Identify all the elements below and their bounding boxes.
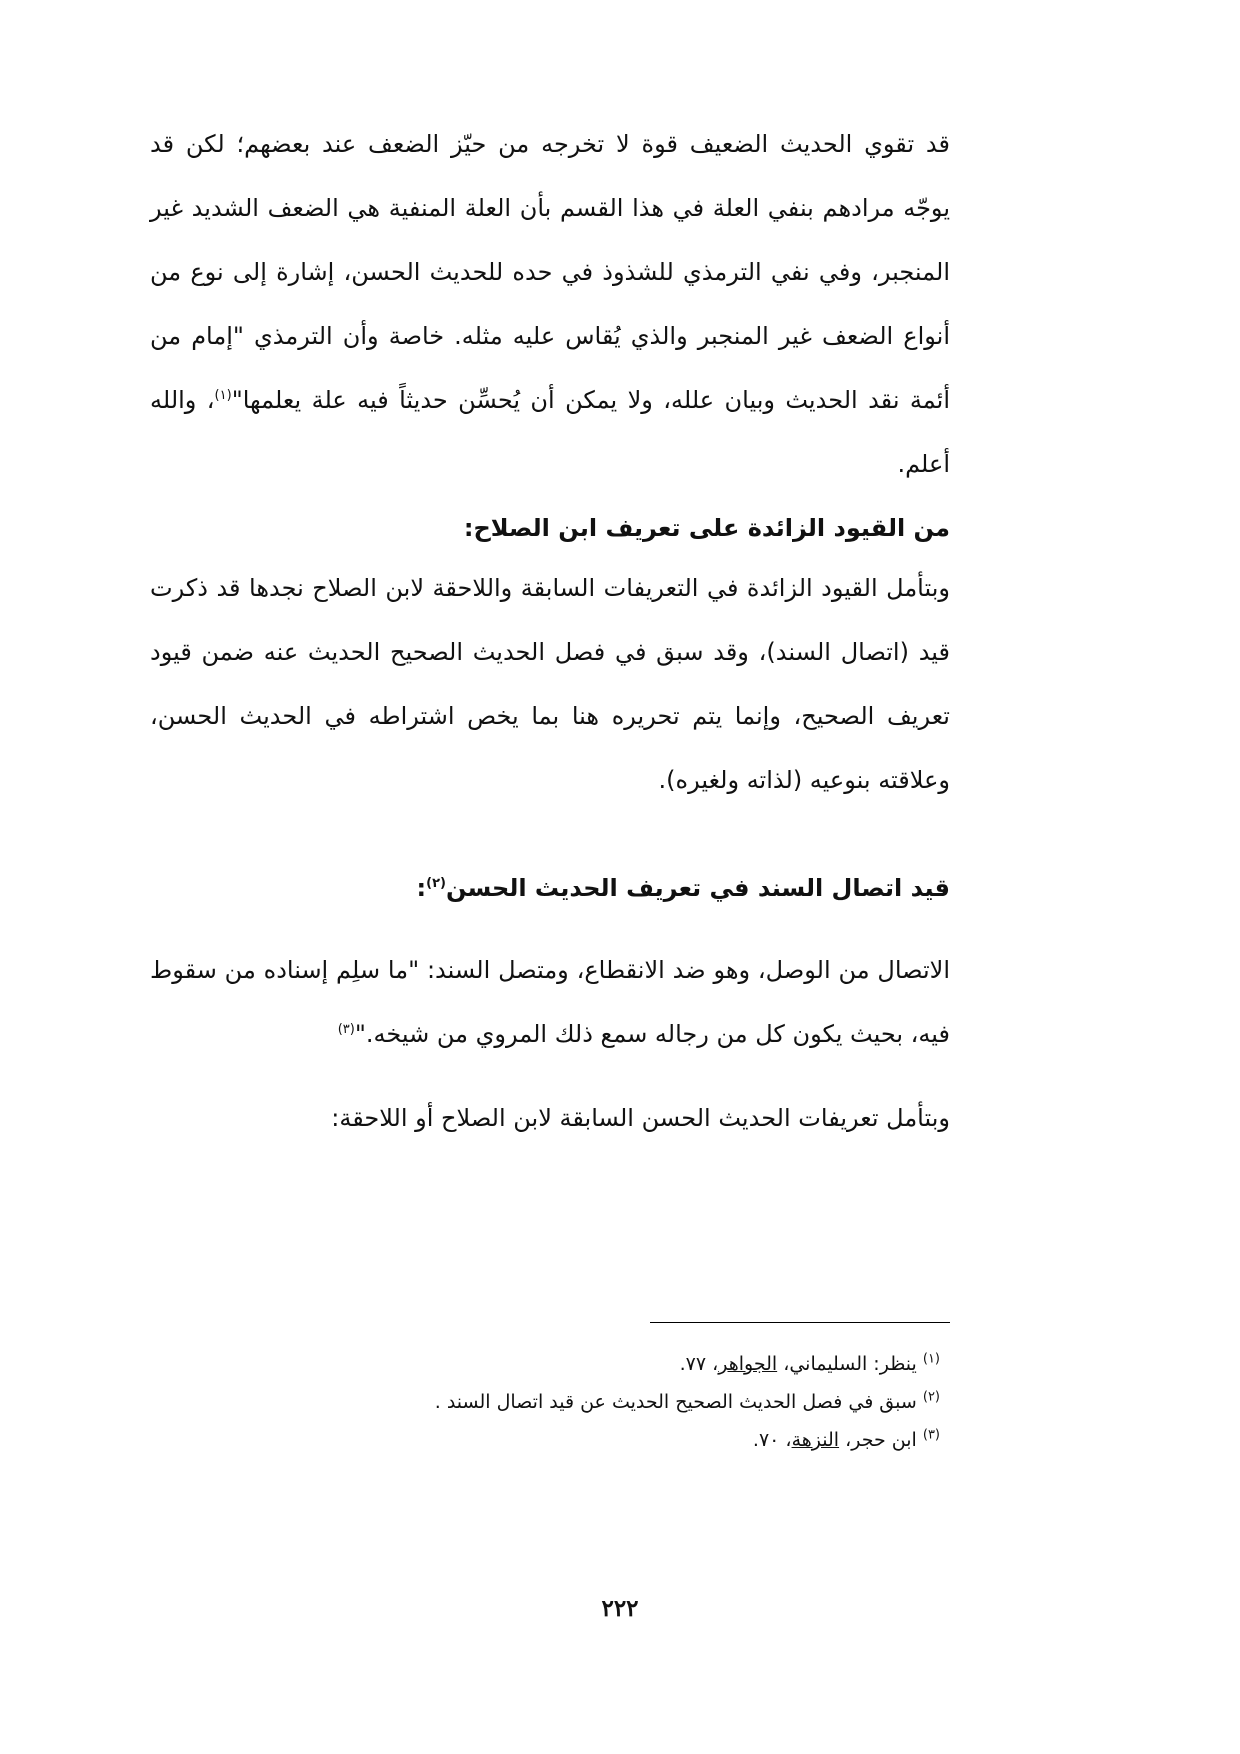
paragraph-3 bbox=[150, 938, 950, 1066]
heading-2-text: قيد اتصال السند في تعريف الحديث الحسن$^{(٢)}$: bbox=[416, 874, 950, 902]
footnote-separator bbox=[650, 1322, 950, 1323]
footnote-1: $^{(١)}$ ينظر: السليماني، الجواهر، ٧٧. bbox=[679, 1351, 940, 1375]
footnotes bbox=[140, 1346, 940, 1460]
paragraph-4 bbox=[150, 1086, 950, 1150]
paragraph-4-text: وبتأمل تعريفات الحديث الحسن السابقة لابن الصلاح أو اللاحقة: bbox=[331, 1104, 950, 1132]
footnote-ref-3[interactable]: (٣) bbox=[337, 1022, 355, 1037]
paragraph-3-text: الاتصال من الوصل، وهو ضد الانقطاع، ومتصل السند: "ما سلِم إسناده من سقوط فيه، بحيث يكون كل من رجاله سمع ذلك المروي من شيخه."$^{(٣)}$ bbox=[150, 956, 950, 1048]
footnote-ref-2[interactable]: (٢) bbox=[426, 876, 446, 891]
paragraph-2 bbox=[150, 556, 950, 812]
paragraph-1-text: قد تقوي الحديث الضعيف قوة لا تخرجه من حيّز الضعف عند بعضهم؛ لكن قد يوجّه مرادهم بنفي العلة في هذا القسم بأن العلة المنفية هي الضعف الشديد غير المنجبر، وفي نفي الترمذي للشذوذ في حده للحديث الحسن، إشارة إلى نوع من أنواع الضعف غير المنجبر والذي يُقاس عليه مثله. خاصة وأن الترمذي "إمام من أئمة نقد الحديث وبيان علله، ولا يمكن أن يُحسِّن حديثاً فيه علة يعلمها"$^{(١)}$، والله أعلم. bbox=[150, 130, 950, 478]
footnote-2: $^{(٢)}$ سبق في فصل الحديث الصحيح الحديث عن قيد اتصال السند . bbox=[434, 1389, 940, 1413]
paragraph-1 bbox=[150, 112, 950, 496]
section-heading-2 bbox=[150, 868, 950, 908]
page-number: ٢٢٢ bbox=[601, 1595, 639, 1622]
heading-1-text: من القيود الزائدة على تعريف ابن الصلاح: bbox=[463, 514, 950, 542]
footnote-3: $^{(٣)}$ ابن حجر، النزهة، ٧٠. bbox=[752, 1427, 940, 1451]
section-heading-1 bbox=[150, 508, 950, 548]
paragraph-2-text: وبتأمل القيود الزائدة في التعريفات السابقة واللاحقة لابن الصلاح نجدها قد ذكرت قيد (اتصال السند)، وقد سبق في فصل الحديث الصحيح الحديث عنه ضمن قيود تعريف الصحيح، وإنما يتم تحريره هنا بما يخص اشتراطه في الحديث الحسن، وعلاقته بنوعيه (لذاته ولغيره). bbox=[150, 574, 950, 794]
footnote-ref-1[interactable]: (١) bbox=[214, 388, 232, 403]
